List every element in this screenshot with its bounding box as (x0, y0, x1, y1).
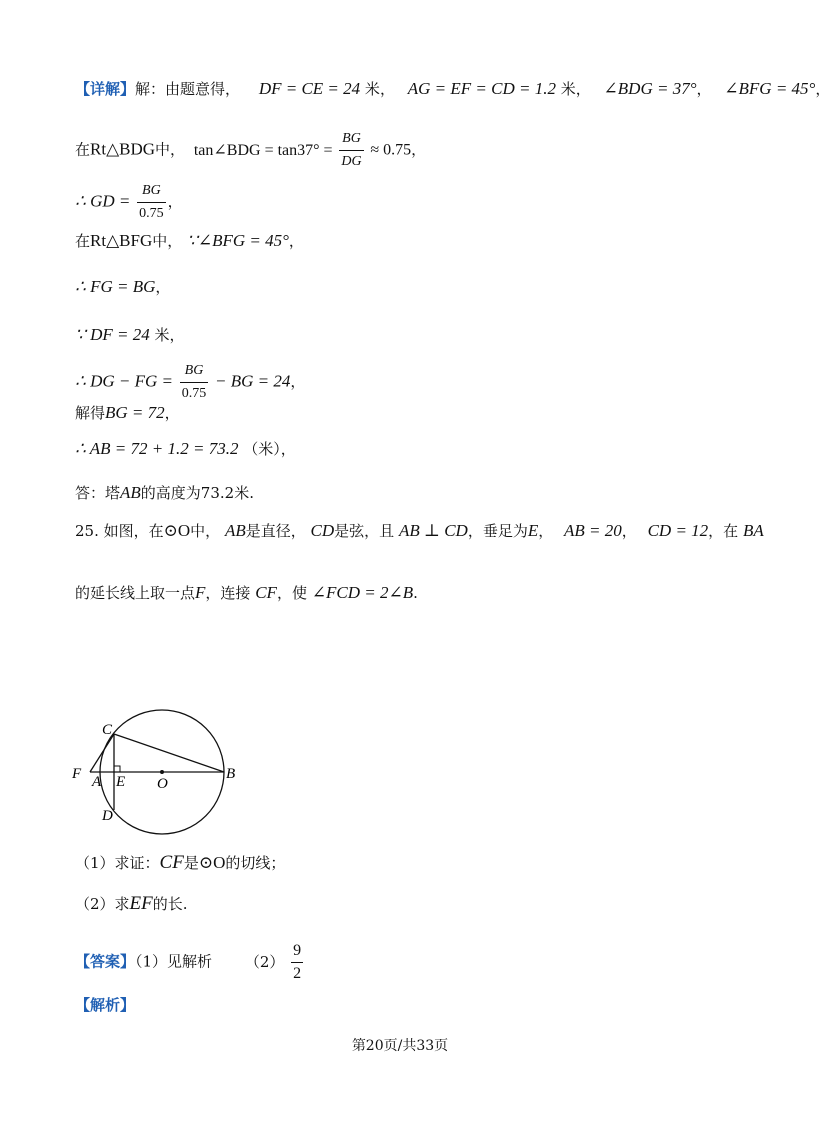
line2a: 的延长线上取一点 (75, 584, 196, 602)
sep: ， (575, 80, 591, 98)
q25-line-2 (75, 582, 418, 604)
eq-bdg: ∠BDG = 37° (603, 79, 697, 98)
frac-bg-075 (137, 180, 166, 225)
p1-circle-o: ⊙O (198, 853, 226, 872)
period: . (413, 584, 418, 602)
cd-symbol: CD (310, 521, 335, 540)
ab-20: AB = 20 (564, 521, 622, 540)
sep: ， (621, 522, 637, 540)
solve-bg: BG = 72 (105, 403, 165, 422)
frac-num: BG (137, 180, 166, 203)
detail-tag: 【详解】 (75, 80, 136, 98)
detail-line-2 (75, 128, 426, 173)
label-e: E (116, 774, 126, 790)
word-zhong: 中， (190, 522, 221, 540)
tri-bdg: Rt△BDG (90, 139, 156, 159)
sep: ， (280, 440, 296, 458)
sep: ， (167, 192, 183, 211)
answer-line (75, 940, 305, 985)
word-zai: 在 (75, 232, 91, 250)
ba-symbol: BA (742, 521, 764, 540)
e-symbol: E (527, 521, 539, 540)
tan-lhs: tan∠BDG = tan37° = (193, 141, 333, 159)
line-cf (90, 734, 114, 772)
tri-bfg: Rt△BFG (90, 231, 153, 250)
sep: ， (155, 278, 171, 296)
word-zhong: 中， (155, 140, 186, 159)
label-d: D (102, 808, 113, 824)
frac-den: 0.75 (181, 386, 207, 401)
word-zhong: 中， (152, 232, 183, 250)
perp-eq: AB ⊥ CD (398, 521, 468, 540)
line2c: ，使 (276, 584, 307, 602)
label-f: F (72, 766, 82, 782)
unit-mi-3: 米 (154, 326, 170, 344)
analysis-tag: 【解析】 (75, 996, 136, 1014)
detail-line-4 (75, 230, 304, 252)
approx: ≈ 0.75 (370, 141, 412, 159)
p2-prefix: （2）求 (75, 895, 130, 913)
frac-num: BG (339, 128, 363, 151)
circle-o: ⊙O (163, 521, 191, 540)
is-chord: 是弦，且 (334, 522, 395, 540)
answer-1: （1）见解析 (135, 952, 213, 971)
unit-mi-1: 米 (364, 80, 380, 98)
p2-tail: 的长. (152, 895, 188, 913)
p1-tail: 的切线； (225, 854, 286, 872)
p2-ef: EF (129, 893, 153, 914)
sep: ， (169, 326, 185, 344)
right-angle-mark (114, 766, 120, 772)
p1-shi: 是 (183, 854, 199, 872)
answer-prefix: 答：塔 (75, 484, 121, 502)
answer-ab: AB (120, 483, 141, 502)
sep: ， (288, 232, 304, 250)
label-c: C (102, 722, 113, 738)
sep: ， (290, 372, 306, 391)
sep: ， (164, 404, 180, 422)
geometry-figure (60, 700, 250, 840)
q25-line-1 (75, 520, 764, 542)
detail-line-8 (75, 402, 180, 424)
because-df: ∵ DF = 24 (75, 325, 150, 344)
eq-ag-ef-cd: AG = EF = CD = 1.2 (407, 79, 556, 98)
dg-fg-lhs: ∴ DG − FG = (75, 371, 173, 391)
page-footer: 第20页/共33页 (351, 1038, 449, 1054)
part-2 (75, 893, 188, 915)
q25-num: 25. 如图，在 (75, 522, 164, 540)
label-b: B (226, 766, 236, 782)
cf-symbol: CF (255, 583, 277, 602)
detail-line-5 (75, 276, 170, 298)
frac-den: DG (341, 154, 362, 169)
label-a: A (92, 774, 102, 790)
eq-df-ce: DF = CE = 24 (258, 79, 361, 98)
dg-fg-rhs: − BG = 24 (215, 371, 291, 391)
frac-num: BG (180, 360, 209, 383)
frac-den: 0.75 (139, 206, 164, 221)
sep: ， (379, 80, 395, 98)
detail-line-7 (75, 360, 305, 405)
therefore-fg: ∴ FG = BG (75, 277, 156, 296)
label-o: O (157, 776, 168, 792)
detail-line-9 (75, 438, 296, 460)
frac-bg-075-2 (180, 360, 209, 405)
is-diam: 是直径， (245, 522, 306, 540)
answer-tag: 【答案】 (75, 952, 136, 971)
detail-line-3 (75, 180, 183, 225)
answer-2: （2） (244, 952, 285, 971)
because-bfg: ∵∠BFG = 45° (187, 231, 289, 250)
frac-bg-dg (339, 128, 363, 173)
line2b: ，连接 (205, 584, 251, 602)
eq-bfg: ∠BFG = 45° (724, 79, 816, 98)
sep: ， (696, 80, 712, 98)
p1-prefix: （1）求证： (75, 854, 160, 872)
center-dot (160, 770, 164, 774)
p1-cf: CF (159, 852, 184, 873)
cd-12: CD = 12 (647, 521, 709, 540)
f-symbol: F (195, 583, 206, 602)
part-1 (75, 852, 285, 874)
solve-intro: 解得 (75, 404, 106, 422)
sep: ， (411, 140, 427, 159)
detail-line-6 (75, 324, 185, 346)
sep: ， (538, 522, 554, 540)
foot-text: ，垂足为 (467, 522, 528, 540)
word-zai: 在 (75, 140, 91, 159)
ab-symbol: AB (224, 521, 246, 540)
word-zai: ，在 (708, 522, 739, 540)
angle-eq: ∠FCD = 2∠B (311, 583, 414, 602)
line-cb (114, 734, 224, 772)
answer-den: 2 (293, 965, 302, 982)
ab-unit: （米） (243, 440, 281, 458)
answer-frac (291, 940, 303, 985)
sep: ， (815, 80, 830, 98)
analysis-line (75, 994, 135, 1016)
detail-intro: 解：由题意得， (135, 80, 241, 98)
answer-num: 9 (291, 940, 303, 963)
ab-eq: ∴ AB = 72 + 1.2 = 73.2 (75, 439, 239, 458)
unit-mi-2: 米 (560, 80, 576, 98)
detail-answer-line (75, 482, 254, 504)
therefore-gd: ∴ GD = (75, 191, 131, 211)
detail-line-1 (75, 78, 830, 100)
answer-tail: 的高度为73.2米. (140, 484, 254, 502)
